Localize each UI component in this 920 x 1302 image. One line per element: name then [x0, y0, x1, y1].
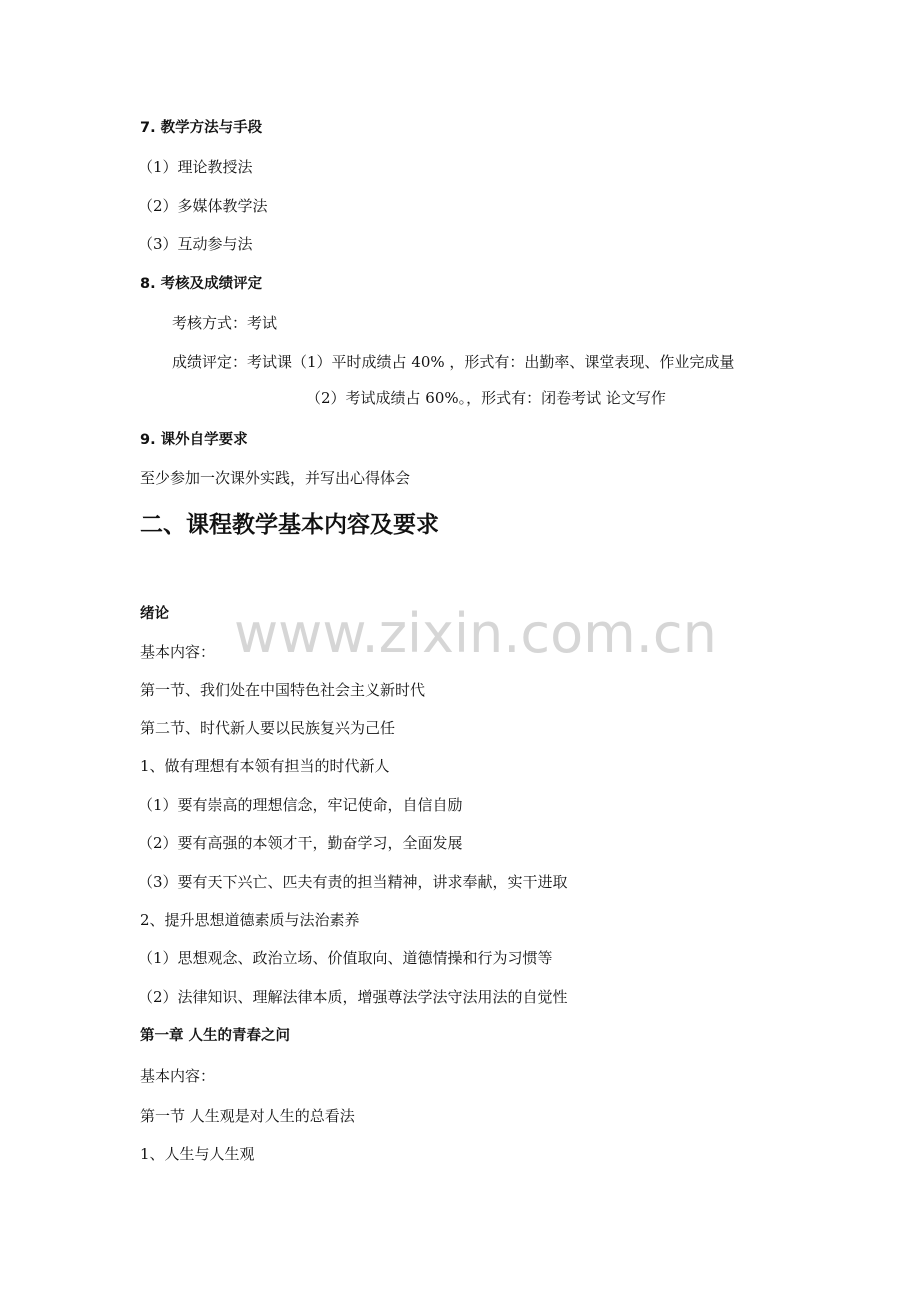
section-9-heading: 9. 课外自学要求: [140, 432, 248, 448]
method-item-3: （3）互动参与法: [138, 235, 253, 253]
intro-line: （1）思想观念、政治立场、价值取向、道德情操和行为习惯等: [138, 949, 553, 967]
intro-line: （2）法律知识、理解法律本质，增强尊法学法守法用法的自觉性: [138, 988, 568, 1006]
section-8-heading: 8. 考核及成绩评定: [140, 276, 263, 292]
part-2-heading: 二、课程教学基本内容及要求: [140, 512, 439, 538]
intro-line: 1、做有理想有本领有担当的时代新人: [140, 757, 390, 775]
method-item-1: （1）理论教授法: [138, 158, 253, 176]
grading-line-2: （2）考试成绩占 60%。，形式有：闭卷考试 论文写作: [306, 389, 666, 407]
intro-line: （3）要有天下兴亡、匹夫有责的担当精神，讲求奉献，实干进取: [138, 873, 568, 891]
intro-line: 第一节、我们处在中国特色社会主义新时代: [140, 681, 426, 699]
intro-line: 2、提升思想道德素质与法治素养: [140, 911, 360, 929]
section-7-heading: 7. 教学方法与手段: [140, 120, 263, 136]
chapter-1-basic-label: 基本内容：: [140, 1067, 216, 1085]
intro-line: 第二节、时代新人要以民族复兴为己任: [140, 719, 396, 737]
chapter-1-item-1: 1、人生与人生观: [140, 1145, 255, 1163]
intro-line: （1）要有崇高的理想信念，牢记使命，自信自励: [138, 796, 463, 814]
intro-heading: 绪论: [140, 606, 169, 622]
intro-basic-label: 基本内容：: [140, 643, 216, 661]
watermark: www.zixin.com.cn: [234, 602, 717, 665]
method-item-2: （2）多媒体教学法: [138, 197, 268, 215]
grading-line-1: 成绩评定：考试课（1）平时成绩占 40% ，形式有：出勤率、课堂表现、作业完成量: [172, 353, 735, 371]
chapter-1-section-1: 第一节 人生观是对人生的总看法: [140, 1107, 355, 1125]
assessment-method: 考核方式：考试: [172, 314, 278, 332]
intro-line: （2）要有高强的本领才干，勤奋学习，全面发展: [138, 834, 463, 852]
chapter-1-heading: 第一章 人生的青春之问: [140, 1028, 291, 1044]
self-study-text: 至少参加一次课外实践，并写出心得体会: [140, 469, 411, 487]
